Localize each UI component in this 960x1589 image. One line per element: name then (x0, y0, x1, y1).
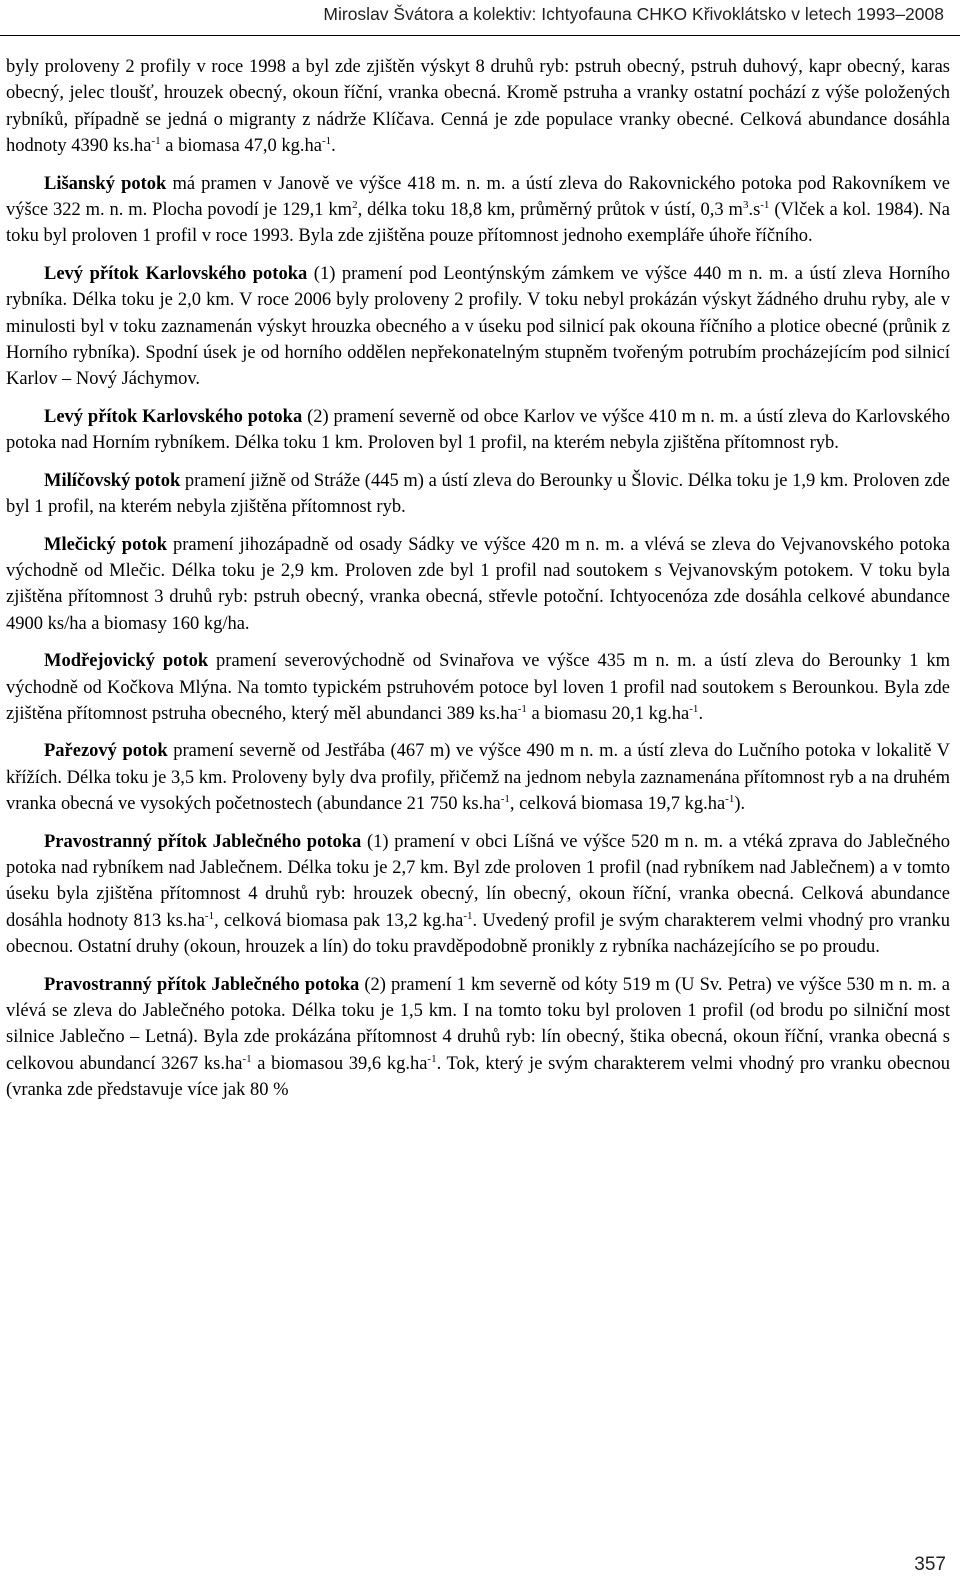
text-run: (2) pramení 1 km severně od kóty 519 m (U Sv. Petra) ve výšce 530 m n. m. a vlévá se zleva do Jablečného potoka. Délka toku je 1,5 km. I na tomto toku byl proloven 1 profil (od brodu po silniční most silnice Jablečno – Letná). Byla zde prokázána přítomnost 4 druhů ryb: lín obecný, štika obecná, okoun říční, vranka obecná s celkovou abundancí 3267 ks.ha (6, 974, 950, 1074)
text-run: pramení jižně od Stráže (445 m) a ústí zleva do Berounky u Šlovic. Délka toku je 1,9 km. Proloven zde byl 1 profil, na kterém nebyla zjištěna přítomnost ryb. (6, 470, 950, 518)
paragraph (6, 468, 950, 521)
text-run: a biomasu 20,1 kg.ha (526, 703, 690, 724)
superscript: -1 (321, 135, 332, 148)
text-run: a biomasa 47,0 kg.ha (160, 136, 322, 157)
superscript: 3 (742, 199, 749, 212)
superscript: -1 (151, 135, 161, 148)
document-body (6, 54, 950, 1115)
paragraph (6, 972, 950, 1104)
paragraph (6, 171, 950, 250)
text-run: . Tok, který je svým charakterem velmi vhodný pro vranku obecnou (vranka zde představuje více jak 80 % (6, 1053, 950, 1101)
superscript: -1 (463, 909, 473, 922)
superscript: -1 (689, 702, 699, 715)
text-run: má pramen v Janově ve výšce 418 m. n. m. a ústí zleva do Rakovnického potoka pod Rakovníkem ve výšce 322 m. n. m. Plocha povodí je 129,1 km (6, 173, 950, 221)
header-rule (0, 35, 960, 36)
stream-name: Modřejovický potok (44, 651, 209, 672)
stream-name: Levý přítok Karlovského potoka (44, 406, 303, 427)
text-run: pramení severně od Jestřába (467 m) ve výšce 490 m n. m. a ústí zleva do Lučního potoka v lokalitě V křížích. Délka toku je 3,5 km. Proloveny byly dva profily, přičemž na jednom nebyla zaznamenána přítomnost ryb a na druhém vranka obecná ve vysokých početnostech (abundance 21 750 ks.ha (6, 741, 950, 815)
paragraph (6, 829, 950, 961)
text-run: , celková biomasa 19,7 kg.ha (509, 794, 726, 815)
superscript: -1 (517, 702, 527, 715)
stream-name: Pravostranný přítok Jablečného potoka (44, 831, 362, 852)
page-number: 357 (914, 1554, 946, 1575)
text-run: . (331, 136, 336, 157)
text-run: , délka toku 18,8 km, průměrný průtok v ústí, 0,3 m (357, 200, 743, 221)
text-run: , celková biomasa pak 13,2 kg.ha (214, 910, 464, 931)
text-run: ). (734, 794, 746, 815)
text-run: .s (748, 200, 761, 221)
text-run: byly proloveny 2 profily v roce 1998 a byl zde zjištěn výskyt 8 druhů ryb: pstruh obecný, pstruh duhový, kapr obecný, karas obecný, jelec tloušť, hrouzek obecný, okoun říční, vranka obecná. Kromě pstruha a vranky ostatní pochází z výše položených rybníků, případně se jedná o migranty z nádrže Klíčava. Cenná je zde populace vranky obecné. Celková abundance dosáhla hodnoty 4390 ks.ha (6, 57, 950, 157)
superscript: -1 (500, 793, 510, 806)
stream-name: Milíčovský potok (44, 470, 181, 491)
paragraph (6, 404, 950, 457)
superscript: 2 (352, 199, 358, 212)
superscript: -1 (760, 199, 770, 212)
stream-name: Lišanský potok (44, 173, 167, 194)
text-run: . Uvedený profil je svým charakterem velmi vhodný pro vranku obecnou. Ostatní druhy (okoun, hrouzek a lín) do toku pravděpodobně pronikly z rybníka nacházejícího se po proudu. (6, 910, 950, 958)
superscript: -1 (242, 1052, 252, 1065)
paragraph (6, 648, 950, 727)
text-run: a biomasou 39,6 kg.ha (251, 1053, 428, 1074)
text-run: . (698, 703, 704, 724)
paragraph (6, 532, 950, 638)
stream-name: Pařezový potok (44, 741, 168, 762)
text-run: pramení jihozápadně od osady Sádky ve výšce 420 m n. m. a vlévá se zleva do Vejvanovského potoka východně od Mlečic. Délka toku je 2,9 km. Proloven zde byl 1 profil nad soutokem s Vejvanovským potokem. V toku byla zjištěna přítomnost 3 druhů ryb: pstruh obecný, vranka obecná, střevle potoční. Ichtyocenóza zde dosáhla celkové abundance 4900 ks/ha a biomasy 160 kg/ha. (6, 534, 950, 634)
text-run: (Vlček a kol. 1984). Na toku byl proloven 1 profil v roce 1993. Byla zde zjištěna pouze přítomnost jednoho exempláře úhoře říčního. (6, 200, 951, 247)
superscript: -1 (427, 1052, 437, 1065)
text-run: (1) pramení v obci Líšná ve výšce 520 m n. m. a vtéká zprava do Jablečného potoka nad rybníkem nad Jablečnem. Délka toku je 2,7 km. Byl zde proloven 1 profil (nad rybníkem nad Jablečnem) a v tomto úseku byla zjištěna přítomnost 4 druhů ryb: hrouzek obecný, lín obecný, okoun říční, vranka obecná. Celková abundance dosáhla hodnoty 813 ks.ha (6, 831, 950, 931)
text-run: pramení severovýchodně od Svinařova ve výšce 435 m n. m. a ústí zleva do Berounky 1 km východně od Kočkova Mlýna. Na tomto typickém pstruhovém potoce byl loven 1 profil nad soutokem s Berounkou. Byla zde zjištěna přítomnost pstruha obecného, který měl abundanci 389 ks.ha (6, 651, 950, 724)
paragraph (6, 54, 950, 160)
stream-name: Levý přítok Karlovského potoka (44, 263, 308, 284)
stream-name: Mlečický potok (44, 534, 168, 555)
stream-name: Pravostranný přítok Jablečného potoka (44, 974, 360, 995)
text-run: (2) pramení severně od obce Karlov ve výšce 410 m n. m. a ústí zleva do Karlovského potoka nad Horním rybníkem. Délka toku 1 km. Proloven byl 1 profil, na kterém nebyla zjištěna přítomnost ryb. (6, 406, 950, 454)
running-header: Miroslav Švátora a kolektiv: Ichtyofauna CHKO Křivoklátsko v letech 1993–2008 (323, 4, 944, 24)
paragraph (6, 738, 950, 817)
superscript: -1 (204, 909, 215, 922)
paragraph (6, 261, 950, 393)
text-run: (1) pramení pod Leontýnským zámkem ve výšce 440 m n. m. a ústí zleva Horního rybníka. Délka toku je 2,0 km. V roce 2006 byly proloveny 2 profily. V toku nebyl prokázán výskyt žádného druhu ryby, ale v minulosti byl v toku zaznamenán výskyt hrouzka obecného a v úseku pod silnicí pak okouna říčního a plotice obecné (průnik z Horního rybníka). Spodní úsek je od horního oddělen nepřekonatelným stupněm tvořeným potrubím procházejícím pod silnicí Karlov – Nový Jáchymov. (6, 263, 951, 390)
superscript: -1 (725, 793, 735, 806)
